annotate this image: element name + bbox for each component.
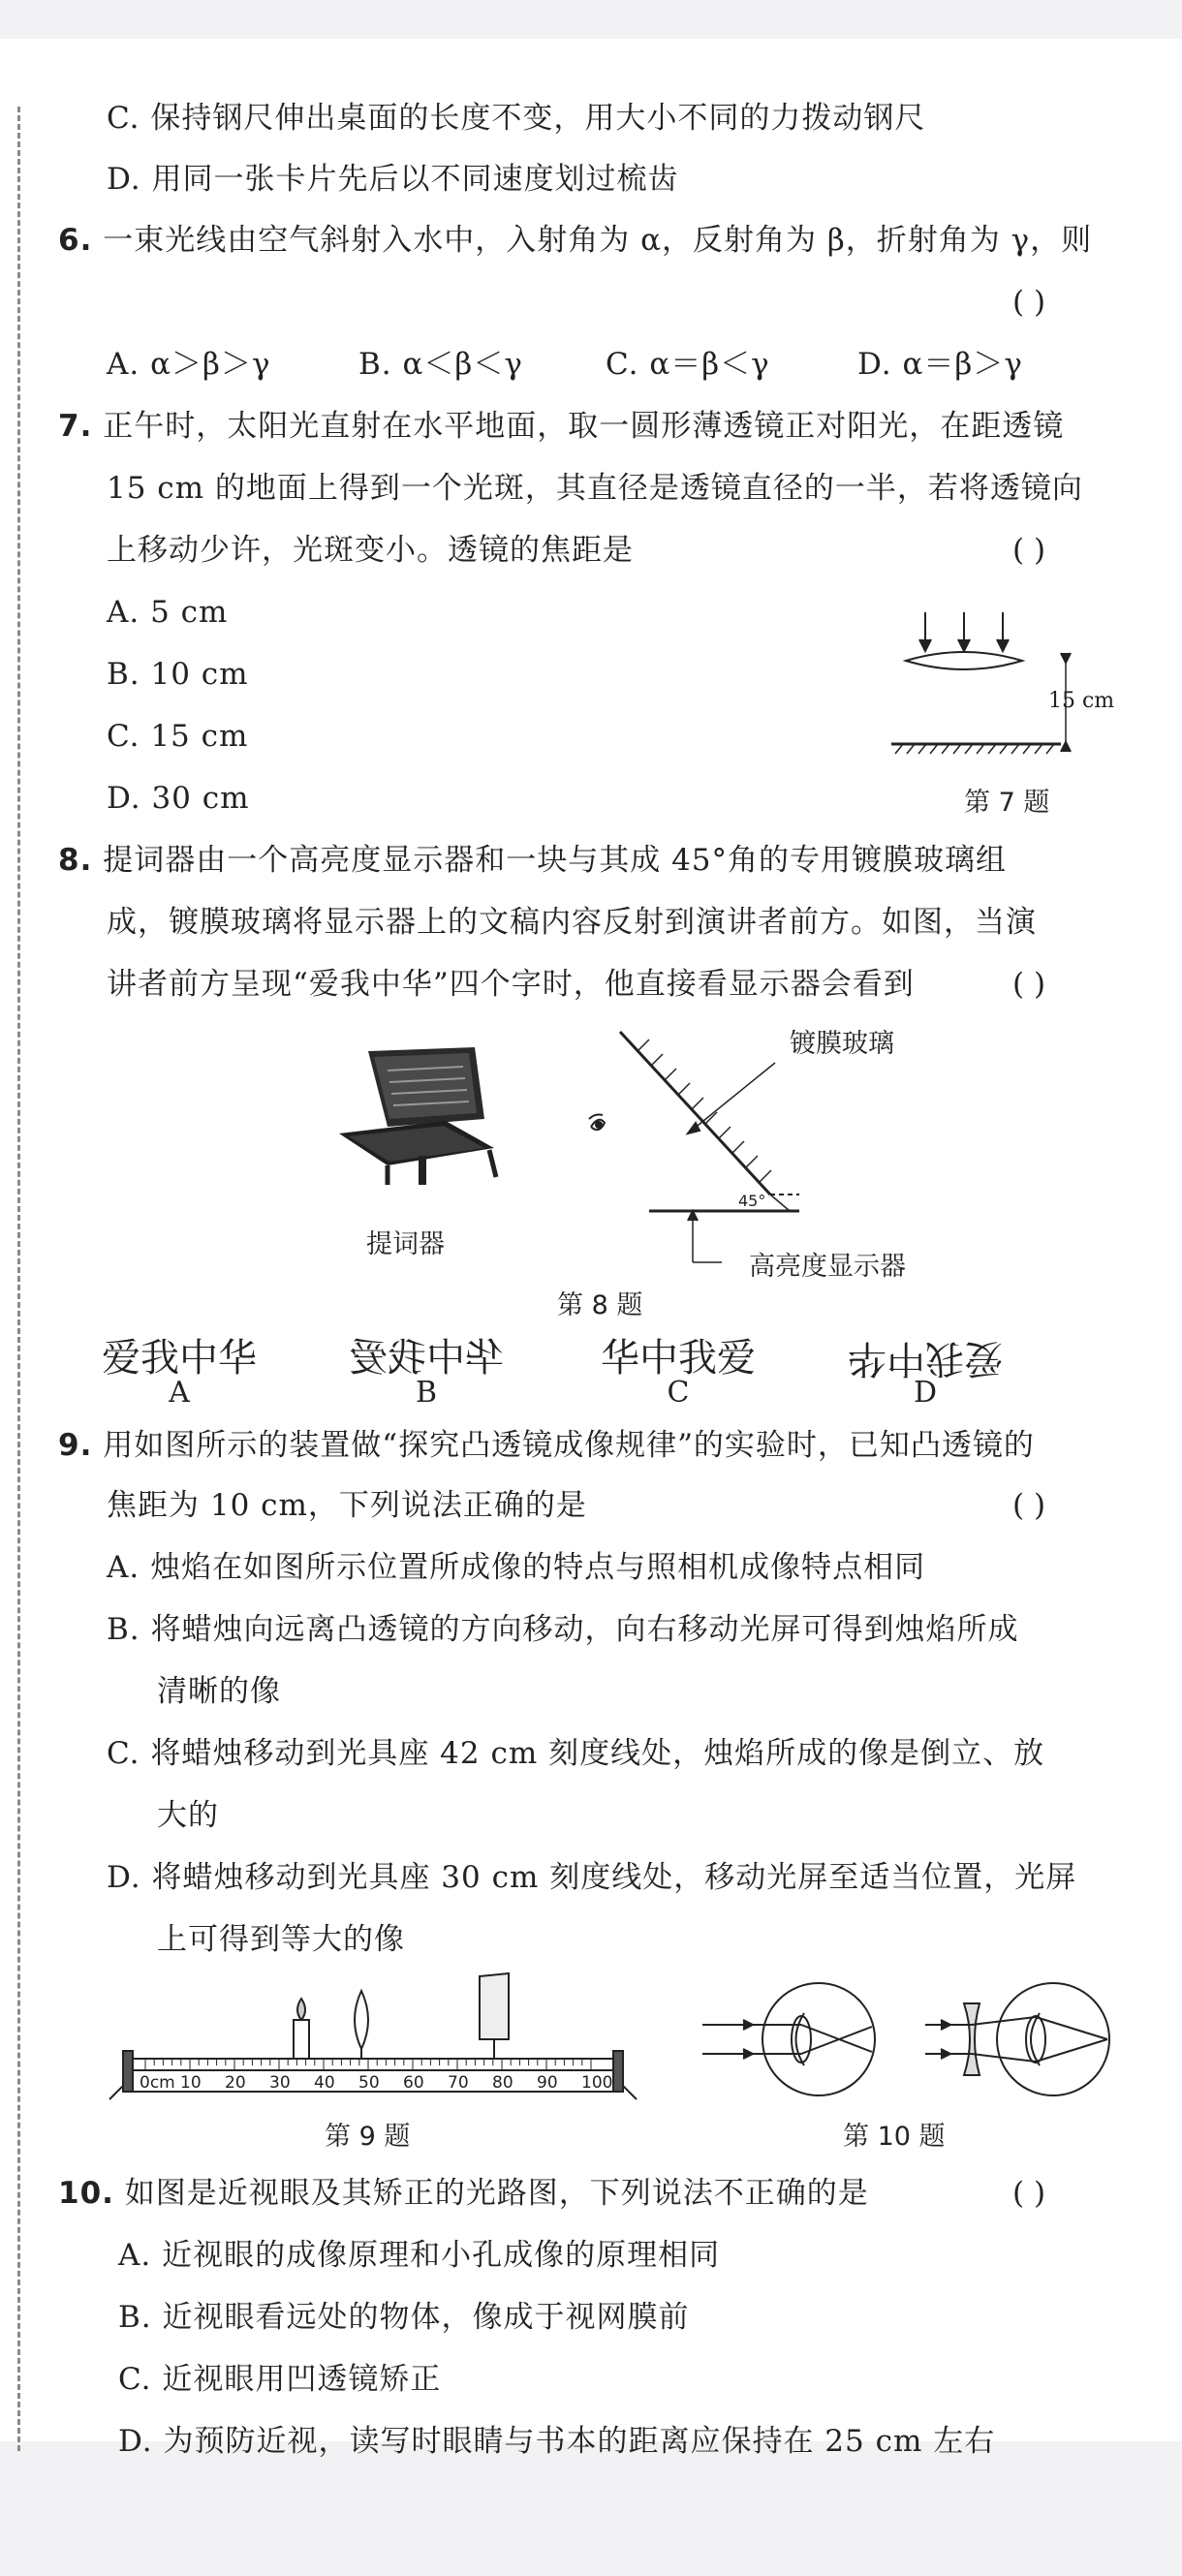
- q10-stem: 如图是近视眼及其矫正的光路图，下列说法不正确的是: [124, 2176, 869, 2211]
- teleprompter-device-image: [329, 1041, 504, 1187]
- teleprompter-label: 提词器: [366, 1229, 445, 1259]
- display-label: 高亮度显示器: [749, 1252, 906, 1282]
- q8-option-a-letter: A: [169, 1376, 190, 1410]
- q9-option-c-2: 大的: [157, 1798, 219, 1833]
- q6-stem-line: [58, 221, 1092, 260]
- q8-option-d-letter: D: [913, 1376, 938, 1410]
- q8-stem-line-1: [58, 841, 1007, 880]
- q9-stem-2: 焦距为 10 cm，下列说法正确的是: [107, 1488, 587, 1523]
- ruler-tick-label: 60: [403, 2073, 424, 2093]
- ruler-tick-label: 20: [225, 2073, 246, 2093]
- binding-dash-line: [17, 107, 20, 2451]
- ruler-tick-label: 0cm: [140, 2073, 175, 2093]
- q9-number: 9.: [58, 1428, 93, 1463]
- q8-option-c-letter: C: [667, 1376, 690, 1410]
- q8-option-b-text: 华中我爱: [349, 1336, 504, 1381]
- q6-option-a: A. α＞β＞γ: [107, 347, 271, 382]
- q8-stem-2: 成，镀膜玻璃将显示器上的文稿内容反射到演讲者前方。如图，当演: [107, 905, 1037, 940]
- q7-stem-line-1: [58, 407, 1064, 446]
- q9-option-c-1: C. 将蜡烛移动到光具座 42 cm 刻度线处，烛焰所成的像是倒立、放: [107, 1736, 1045, 1771]
- ruler-tick-label: 100: [581, 2073, 613, 2093]
- q8-option-a-text: 爱我中华: [102, 1336, 257, 1381]
- q5-option-c: C. 保持钢尺伸出桌面的长度不变，用大小不同的力拨动钢尺: [107, 101, 926, 136]
- q9-caption: 第 9 题: [325, 2122, 411, 2152]
- q10-answer-paren[interactable]: ( ): [1012, 2176, 1046, 2211]
- myopia-eye-diagram: [693, 1976, 1148, 2102]
- q10-caption: 第 10 题: [843, 2122, 946, 2152]
- ruler-tick-label: 30: [269, 2073, 291, 2093]
- q6-stem: 一束光线由空气斜射入水中，入射角为 α，反射角为 β，折射角为 γ，则: [103, 223, 1093, 258]
- q9-stem-1: 用如图所示的装置做“探究凸透镜成像规律”的实验时，已知凸透镜的: [103, 1428, 1035, 1463]
- q8-stem-3: 讲者前方呈现“爱我中华”四个字时，他直接看显示器会看到: [107, 967, 915, 1002]
- q7-number: 7.: [58, 409, 93, 444]
- q7-option-d: D. 30 cm: [107, 781, 250, 816]
- q7-stem-3: 上移动少许，光斑变小。透镜的焦距是: [107, 533, 634, 568]
- q8-option-b-letter: B: [415, 1376, 438, 1410]
- ruler-tick-label: 80: [492, 2073, 513, 2093]
- ruler-tick-label: 10: [180, 2073, 202, 2093]
- ruler-tick-label: 90: [537, 2073, 558, 2093]
- q8-option-d-text: 爱我中华: [848, 1336, 1003, 1381]
- q9-answer-paren[interactable]: ( ): [1012, 1488, 1046, 1523]
- q9-option-b-1: B. 将蜡烛向远离凸透镜的方向移动，向右移动光屏可得到烛焰所成: [107, 1612, 1019, 1647]
- q7-stem-1: 正午时，太阳光直射在水平地面，取一圆形薄透镜正对阳光，在距透镜: [103, 409, 1065, 444]
- q9-stem-line-1: [58, 1426, 1035, 1465]
- q7-stem-2: 15 cm 的地面上得到一个光斑，其直径是透镜直径的一半，若将透镜向: [107, 471, 1083, 506]
- q10-option-a: A. 近视眼的成像原理和小孔成像的原理相同: [118, 2238, 721, 2273]
- coated-glass-label: 镀膜玻璃: [790, 1029, 894, 1059]
- q7-option-a: A. 5 cm: [107, 595, 229, 630]
- q9-option-d-1: D. 将蜡烛移动到光具座 30 cm 刻度线处，移动光屏至适当位置，光屏: [107, 1860, 1077, 1895]
- q8-answer-paren[interactable]: ( ): [1012, 967, 1046, 1002]
- bottom-margin: [0, 2441, 1182, 2576]
- q10-number: 10.: [58, 2176, 114, 2211]
- q7-lens-figure: [891, 610, 1124, 775]
- q6-number: 6.: [58, 223, 93, 258]
- optical-bench-figure: [102, 1971, 644, 2107]
- q9-option-b-2: 清晰的像: [157, 1674, 281, 1709]
- q7-caption: 第 7 题: [964, 788, 1050, 818]
- q6-answer-paren[interactable]: ( ): [1012, 285, 1046, 320]
- ruler-tick-label: 70: [448, 2073, 469, 2093]
- q10-option-b: B. 近视眼看远处的物体，像成于视网膜前: [118, 2300, 690, 2335]
- q6-option-c: C. α＝β＜γ: [606, 347, 770, 382]
- q5-option-d: D. 用同一张卡片先后以不同速度划过梳齿: [107, 162, 679, 197]
- q8-option-c-text: 华中我爱: [601, 1336, 756, 1381]
- q6-option-d: D. α＝β＞γ: [857, 347, 1023, 382]
- q6-option-b: B. α＜β＜γ: [358, 347, 523, 382]
- top-margin: [0, 0, 1182, 39]
- ruler-tick-label: 50: [358, 2073, 380, 2093]
- ruler-tick-label: 40: [314, 2073, 335, 2093]
- q7-option-b: B. 10 cm: [107, 657, 249, 692]
- q10-stem-line: [58, 2174, 869, 2213]
- q7-option-c: C. 15 cm: [107, 719, 249, 754]
- q8-caption: 第 8 题: [557, 1290, 643, 1320]
- q7-distance-label: 15 cm: [1048, 689, 1115, 713]
- mirror-angle-label: 45°: [738, 1192, 766, 1210]
- q8-number: 8.: [58, 843, 93, 878]
- q9-option-a: A. 烛焰在如图所示位置所成像的特点与照相机成像特点相同: [107, 1550, 926, 1585]
- q9-option-d-2: 上可得到等大的像: [157, 1922, 405, 1957]
- q7-answer-paren[interactable]: ( ): [1012, 533, 1046, 568]
- q10-option-d: D. 为预防近视，读写时眼睛与书本的距离应保持在 25 cm 左右: [118, 2424, 996, 2459]
- q8-stem-1: 提词器由一个高亮度显示器和一块与其成 45°角的专用镀膜玻璃组: [103, 843, 1008, 878]
- q10-option-c: C. 近视眼用凹透镜矫正: [118, 2362, 442, 2397]
